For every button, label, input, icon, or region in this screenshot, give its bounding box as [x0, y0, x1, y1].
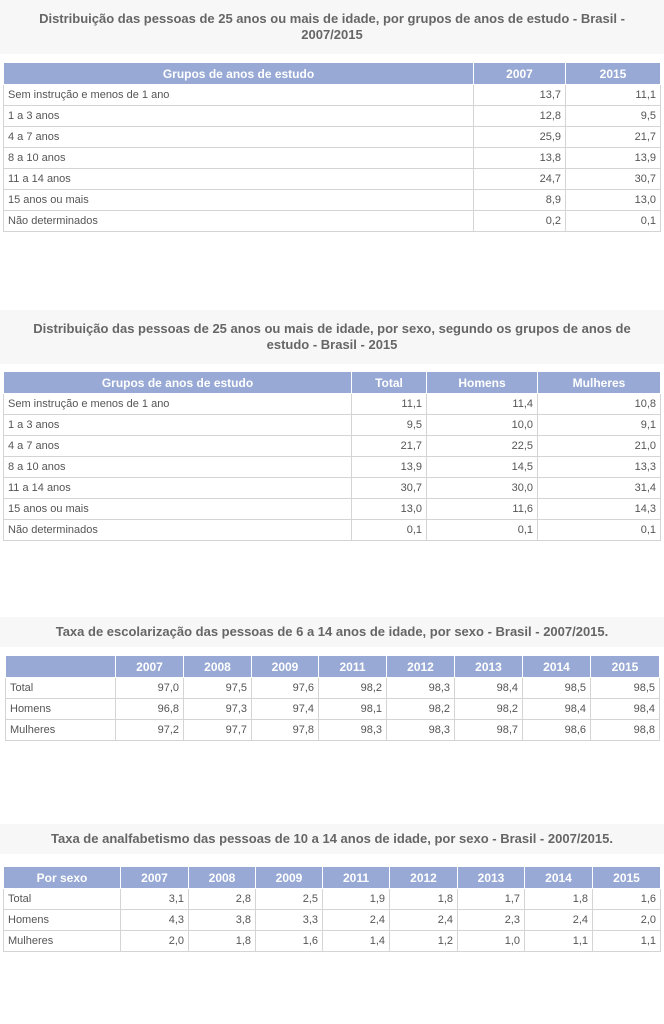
table-row [4, 394, 661, 415]
table1 [3, 62, 661, 232]
row-label: 8 a 10 anos [4, 457, 352, 478]
cell-value: 1,7 [458, 889, 525, 910]
row-label: Homens [6, 699, 116, 720]
cell-value: 3,3 [256, 910, 323, 931]
cell-value: 3,8 [189, 910, 256, 931]
cell-value: 98,4 [523, 699, 591, 720]
cell-value: 98,2 [387, 699, 455, 720]
table-row [4, 457, 661, 478]
table4-header-2007: 2007 [121, 867, 189, 889]
cell-value: 31,4 [538, 478, 661, 499]
table3-header-2011: 2011 [319, 656, 387, 678]
table-row [6, 699, 660, 720]
cell-value: 8,9 [474, 190, 566, 211]
cell-value: 13,0 [566, 190, 661, 211]
row-label: Mulheres [6, 720, 116, 741]
cell-value: 22,5 [427, 436, 538, 457]
table2-header-groups: Grupos de anos de estudo [4, 372, 352, 394]
cell-value: 10,8 [538, 394, 661, 415]
row-label: 15 anos ou mais [4, 190, 474, 211]
row-label: 4 a 7 anos [4, 127, 474, 148]
cell-value: 14,3 [538, 499, 661, 520]
cell-value: 98,2 [319, 678, 387, 699]
table1-title: Distribuição das pessoas de 25 anos ou mais de idade, por grupos de anos de estudo - Brasil - 2007/2015 [0, 0, 664, 54]
cell-value: 24,7 [474, 169, 566, 190]
cell-value: 0,1 [352, 520, 427, 541]
table-row [4, 889, 661, 910]
table4-header-2013: 2013 [458, 867, 525, 889]
row-label: Não determinados [4, 520, 352, 541]
table3-header-2012: 2012 [387, 656, 455, 678]
table-row [4, 211, 661, 232]
table-row [4, 190, 661, 211]
cell-value: 97,5 [184, 678, 252, 699]
cell-value: 21,7 [566, 127, 661, 148]
cell-value: 1,8 [390, 889, 458, 910]
table4-title: Taxa de analfabetismo das pessoas de 10 a 14 anos de idade, por sexo - Brasil - 2007/2015. [0, 824, 664, 854]
row-label: 4 a 7 anos [4, 436, 352, 457]
row-label: 8 a 10 anos [4, 148, 474, 169]
table3-header-2015: 2015 [591, 656, 660, 678]
cell-value: 30,7 [566, 169, 661, 190]
row-label: Não determinados [4, 211, 474, 232]
table1-header-row [4, 63, 661, 85]
table-row [4, 415, 661, 436]
cell-value: 0,2 [474, 211, 566, 232]
table4-header-row [4, 867, 661, 889]
cell-value: 9,5 [566, 106, 661, 127]
cell-value: 13,7 [474, 85, 566, 106]
cell-value: 1,2 [390, 931, 458, 952]
table-row [4, 931, 661, 952]
table3-header-2008: 2008 [184, 656, 252, 678]
row-label: Sem instrução e menos de 1 ano [4, 394, 352, 415]
cell-value: 0,1 [566, 211, 661, 232]
table4 [3, 866, 661, 952]
table2-header-row [4, 372, 661, 394]
cell-value: 11,1 [352, 394, 427, 415]
table-row [4, 85, 661, 106]
cell-value: 30,0 [427, 478, 538, 499]
cell-value: 12,8 [474, 106, 566, 127]
row-label: Homens [4, 910, 121, 931]
table-row [4, 106, 661, 127]
table2-header-women: Mulheres [538, 372, 661, 394]
table-row [4, 148, 661, 169]
cell-value: 11,6 [427, 499, 538, 520]
cell-value: 25,9 [474, 127, 566, 148]
table2-header-men: Homens [427, 372, 538, 394]
table-row [4, 127, 661, 148]
cell-value: 1,8 [189, 931, 256, 952]
table3-header-2014: 2014 [523, 656, 591, 678]
row-label: 11 a 14 anos [4, 478, 352, 499]
cell-value: 98,8 [591, 720, 660, 741]
cell-value: 1,8 [525, 889, 593, 910]
row-label: 11 a 14 anos [4, 169, 474, 190]
cell-value: 13,3 [538, 457, 661, 478]
cell-value: 2,5 [256, 889, 323, 910]
cell-value: 14,5 [427, 457, 538, 478]
cell-value: 2,0 [121, 931, 189, 952]
cell-value: 97,0 [116, 678, 184, 699]
section-education-by-sex-2015 [0, 310, 664, 364]
cell-value: 3,1 [121, 889, 189, 910]
table3-title: Taxa de escolarização das pessoas de 6 a 14 anos de idade, por sexo - Brasil - 2007/2015. [0, 617, 664, 647]
cell-value: 97,6 [252, 678, 319, 699]
cell-value: 98,1 [319, 699, 387, 720]
table4-body [4, 889, 661, 952]
cell-value: 98,3 [319, 720, 387, 741]
table3-header-2009: 2009 [252, 656, 319, 678]
table2-header-total: Total [352, 372, 427, 394]
cell-value: 11,1 [566, 85, 661, 106]
cell-value: 97,3 [184, 699, 252, 720]
cell-value: 97,7 [184, 720, 252, 741]
cell-value: 10,0 [427, 415, 538, 436]
table4-header-2011: 2011 [323, 867, 390, 889]
cell-value: 21,7 [352, 436, 427, 457]
cell-value: 13,9 [352, 457, 427, 478]
cell-value: 0,1 [427, 520, 538, 541]
row-label: Sem instrução e menos de 1 ano [4, 85, 474, 106]
cell-value: 1,6 [593, 889, 661, 910]
cell-value: 13,9 [566, 148, 661, 169]
table-row [6, 678, 660, 699]
row-label: 1 a 3 anos [4, 415, 352, 436]
table1-body [4, 85, 661, 232]
row-label: Total [6, 678, 116, 699]
cell-value: 1,1 [525, 931, 593, 952]
table3-header-row [6, 656, 660, 678]
cell-value: 1,4 [323, 931, 390, 952]
cell-value: 1,1 [593, 931, 661, 952]
cell-value: 9,1 [538, 415, 661, 436]
table4-header-2012: 2012 [390, 867, 458, 889]
table3 [5, 655, 660, 741]
table3-header-2013: 2013 [455, 656, 523, 678]
cell-value: 2,4 [390, 910, 458, 931]
table3-body [6, 678, 660, 741]
row-label: Mulheres [4, 931, 121, 952]
section-education-groups-2007-2015 [0, 0, 664, 54]
cell-value: 98,4 [591, 699, 660, 720]
table1-header-2015: 2015 [566, 63, 661, 85]
table-row [4, 169, 661, 190]
row-label: 1 a 3 anos [4, 106, 474, 127]
table4-header-2014: 2014 [525, 867, 593, 889]
table4-header-2009: 2009 [256, 867, 323, 889]
cell-value: 2,4 [323, 910, 390, 931]
table-row [4, 478, 661, 499]
cell-value: 11,4 [427, 394, 538, 415]
cell-value: 98,3 [387, 678, 455, 699]
cell-value: 1,9 [323, 889, 390, 910]
cell-value: 98,5 [591, 678, 660, 699]
table2-title: Distribuição das pessoas de 25 anos ou mais de idade, por sexo, segundo os grupos de anos de estudo - Brasil - 2015 [0, 310, 664, 364]
cell-value: 97,4 [252, 699, 319, 720]
section-schooling-rate [0, 617, 664, 647]
cell-value: 2,4 [525, 910, 593, 931]
cell-value: 30,7 [352, 478, 427, 499]
section-illiteracy-rate [0, 824, 664, 854]
cell-value: 1,6 [256, 931, 323, 952]
table4-header-2008: 2008 [189, 867, 256, 889]
cell-value: 0,1 [538, 520, 661, 541]
table-row [4, 499, 661, 520]
cell-value: 98,4 [455, 678, 523, 699]
table-row [4, 910, 661, 931]
cell-value: 98,5 [523, 678, 591, 699]
cell-value: 13,8 [474, 148, 566, 169]
row-label: 15 anos ou mais [4, 499, 352, 520]
cell-value: 96,8 [116, 699, 184, 720]
table2-body [4, 394, 661, 541]
table-row [4, 520, 661, 541]
cell-value: 4,3 [121, 910, 189, 931]
cell-value: 2,0 [593, 910, 661, 931]
cell-value: 9,5 [352, 415, 427, 436]
table1-header-groups: Grupos de anos de estudo [4, 63, 474, 85]
table3-header-empty [6, 656, 116, 678]
cell-value: 98,2 [455, 699, 523, 720]
table-row [6, 720, 660, 741]
cell-value: 97,2 [116, 720, 184, 741]
cell-value: 21,0 [538, 436, 661, 457]
table1-header-2007: 2007 [474, 63, 566, 85]
table3-header-2007: 2007 [116, 656, 184, 678]
cell-value: 2,8 [189, 889, 256, 910]
cell-value: 13,0 [352, 499, 427, 520]
cell-value: 1,0 [458, 931, 525, 952]
table4-header-2015: 2015 [593, 867, 661, 889]
cell-value: 2,3 [458, 910, 525, 931]
table4-header-sex: Por sexo [4, 867, 121, 889]
table2 [3, 371, 661, 541]
cell-value: 98,3 [387, 720, 455, 741]
cell-value: 97,8 [252, 720, 319, 741]
row-label: Total [4, 889, 121, 910]
table-row [4, 436, 661, 457]
cell-value: 98,6 [523, 720, 591, 741]
cell-value: 98,7 [455, 720, 523, 741]
